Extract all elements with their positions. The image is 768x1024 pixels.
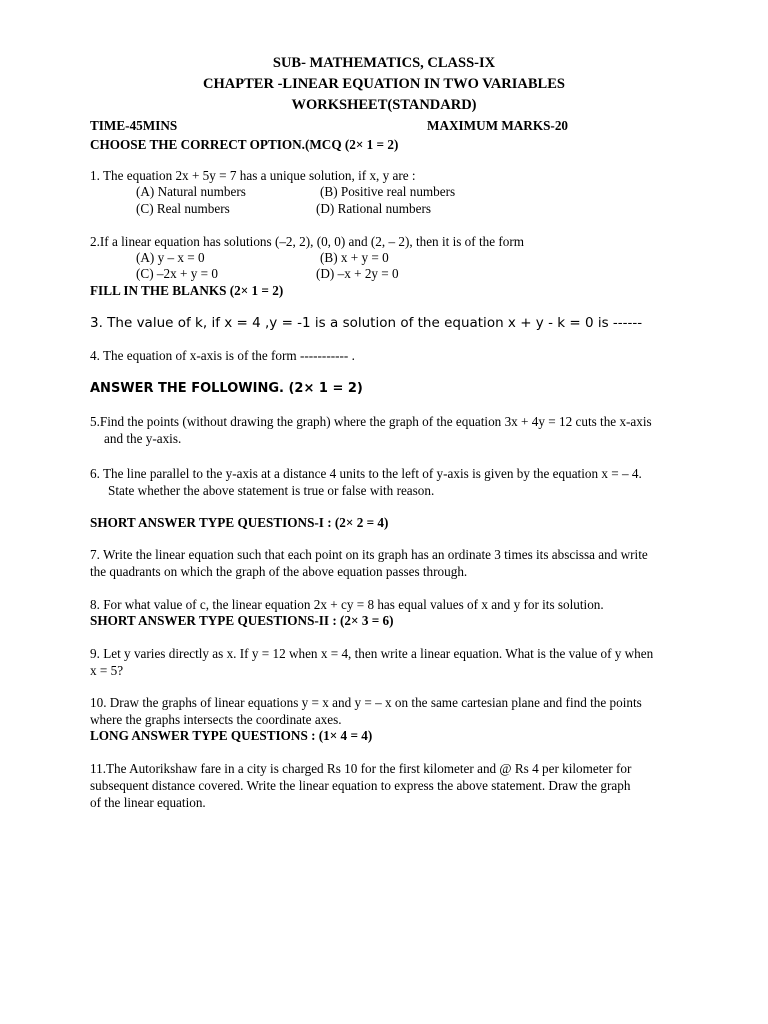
section-long-answer: LONG ANSWER TYPE QUESTIONS : (1× 4 = 4) [90,728,373,743]
question-7-line-2: the quadrants on which the graph of the above equation passes through. [90,564,468,579]
question-3: 3. The value of k, if x = 4 ,y = -1 is a solution of the equation x + y - k = 0 is ------ [90,315,643,331]
section-short-answer-2: SHORT ANSWER TYPE QUESTIONS-II : (2× 3 = 6) [90,613,394,628]
question-10-line-2: where the graphs intersects the coordinate axes. [90,712,342,727]
question-8: 8. For what value of c, the linear equation 2x + cy = 8 has equal values of x and y for its solution. [90,597,604,612]
chapter-title: CHAPTER -LINEAR EQUATION IN TWO VARIABLES [203,76,565,92]
question-9-line-1: 9. Let y varies directly as x. If y = 12 when x = 4, then write a linear equation. What is the value of y when [90,646,654,661]
q2-option-b: (B) x + y = 0 [320,250,389,265]
question-6-line-1: 6. The line parallel to the y-axis at a distance 4 units to the left of y-axis is given by the equation x = – 4. [90,466,642,481]
q1-option-b: (B) Positive real numbers [320,184,456,199]
q1-option-d: (D) Rational numbers [316,201,431,216]
question-1: 1. The equation 2x + 5y = 7 has a unique solution, if x, y are : [90,168,416,183]
question-5-line-1: 5.Find the points (without drawing the graph) where the graph of the equation 3x + 4y = 12 cuts the x-axis [90,414,652,429]
question-11-line-3: of the linear equation. [90,795,206,810]
question-11-line-1: 11.The Autorikshaw fare in a city is charged Rs 10 for the first kilometer and @ Rs 4 per kilometer for [90,761,632,776]
subject-title: SUB- MATHEMATICS, CLASS-IX [272,55,496,71]
section-mcq: CHOOSE THE CORRECT OPTION.(MCQ (2× 1 = 2) [90,137,399,152]
max-marks-label: MAXIMUM MARKS-20 [427,118,569,133]
q2-option-c: (C) –2x + y = 0 [136,266,218,281]
q1-option-a: (A) Natural numbers [136,184,246,199]
q2-option-a: (A) y – x = 0 [136,250,205,265]
q2-option-d: (D) –x + 2y = 0 [316,266,399,281]
question-4: 4. The equation of x-axis is of the form ----------- . [90,348,355,363]
question-10-line-1: 10. Draw the graphs of linear equations y = x and y = – x on the same cartesian plane and find the points [90,695,642,710]
section-short-answer-1: SHORT ANSWER TYPE QUESTIONS-I : (2× 2 = 4) [90,515,389,530]
section-answer-following: ANSWER THE FOLLOWING. (2× 1 = 2) [90,381,363,396]
question-7-line-1: 7. Write the linear equation such that each point on its graph has an ordinate 3 times its abscissa and write [90,547,648,562]
section-fill-blanks: FILL IN THE BLANKS (2× 1 = 2) [90,283,284,298]
question-9-line-2: x = 5? [90,663,124,678]
question-11-line-2: subsequent distance covered. Write the linear equation to express the above statement. Draw the graph [90,778,631,793]
question-6-line-2: State whether the above statement is true or false with reason. [108,483,435,498]
question-5-line-2: and the y-axis. [104,431,182,446]
q1-option-c: (C) Real numbers [136,201,230,216]
time-label: TIME-45MINS [90,118,178,133]
question-2: 2.If a linear equation has solutions (–2, 2), (0, 0) and (2, – 2), then it is of the form [90,234,524,249]
worksheet-title: WORKSHEET(STANDARD) [291,97,477,113]
